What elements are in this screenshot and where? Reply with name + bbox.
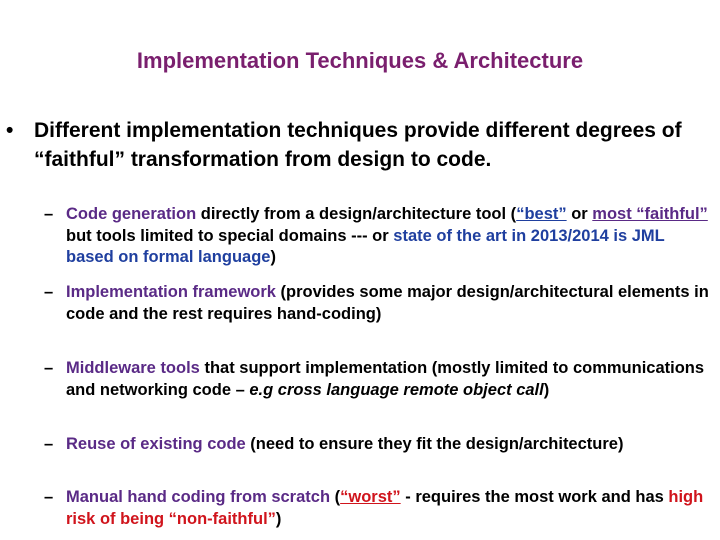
term-state-of-art: state of the art in 2013/2014 is JML based on formal language — [66, 226, 665, 266]
sub-item-framework — [44, 282, 712, 325]
term-remote-call: e.g cross language remote object call — [249, 380, 544, 399]
sub-item-code-generation — [44, 204, 712, 269]
text-run: ) — [270, 248, 276, 266]
sub-item-reuse — [44, 434, 712, 456]
term-best: “best” — [516, 205, 567, 223]
text-run: - requires the most work and has — [400, 488, 669, 506]
term-implementation-framework: Implementation framework — [66, 283, 276, 301]
term-high-risk: high risk of being “non-faithful” — [66, 488, 704, 528]
main-bullet-text: Different implementation techniques provide different degrees of “faithful” transformation from design to code. — [34, 119, 682, 171]
term-reuse-existing-code: Reuse of existing code — [66, 435, 246, 453]
term-most-faithful: most “faithful” — [592, 205, 708, 223]
sub-item-text — [66, 204, 712, 269]
text-run: but tools limited to special domains --- or — [66, 226, 394, 245]
text-run: or — [566, 205, 593, 223]
text-run: ( — [330, 488, 341, 506]
text-run: (need to ensure they fit the design/architecture) — [245, 435, 624, 453]
text-run: ) — [275, 509, 282, 528]
text-run: that support implementation (mostly limited to communications and networking code – — [66, 359, 705, 399]
term-worst: “worst” — [340, 488, 401, 506]
sub-item-manual-coding — [44, 487, 712, 530]
term-manual-hand-coding: Manual hand coding from scratch — [66, 488, 331, 506]
text-run: directly from a design/architecture tool ( — [196, 205, 517, 223]
bullet-icon: • — [6, 119, 14, 142]
dash-icon: – — [44, 205, 54, 223]
term-code-generation: Code generation — [66, 205, 197, 223]
dash-icon: – — [44, 488, 54, 506]
term-middleware-tools: Middleware tools — [66, 359, 200, 377]
main-bullet — [6, 116, 706, 174]
sub-item-text — [66, 487, 712, 530]
sub-item-text — [66, 282, 712, 325]
text-run: (provides some major design/architectural elements in code and the rest requires hand-coding) — [66, 283, 709, 323]
dash-icon: – — [44, 359, 54, 377]
dash-icon: – — [44, 283, 54, 301]
sub-item-middleware — [44, 358, 712, 401]
sub-item-text — [66, 434, 712, 456]
text-run: ) — [543, 380, 550, 399]
sub-item-text — [66, 358, 712, 401]
slide-title: Implementation Techniques & Architecture — [136, 48, 584, 73]
dash-icon: – — [44, 435, 54, 453]
